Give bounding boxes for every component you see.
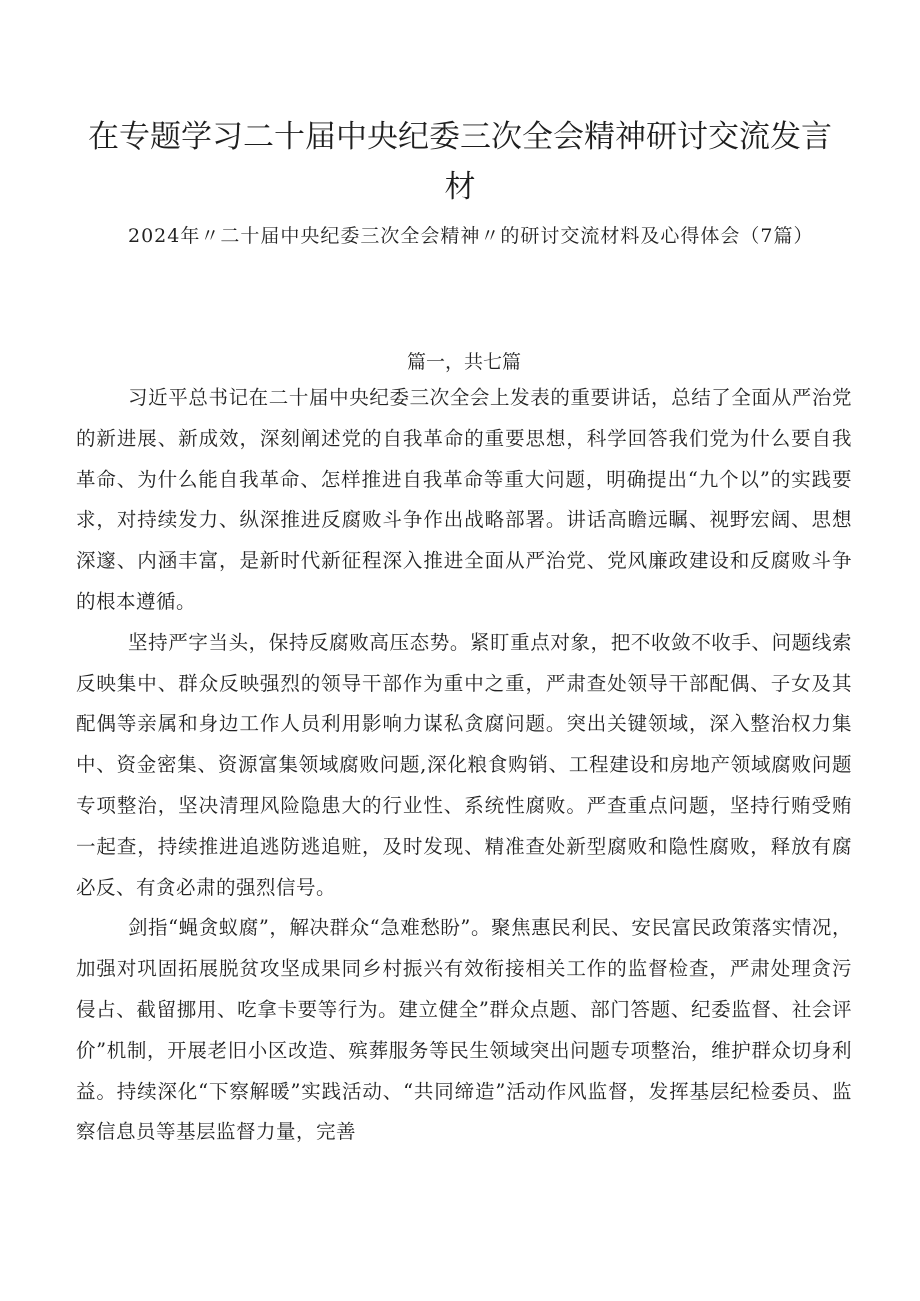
body-text bbox=[76, 378, 852, 1153]
paragraph-3: 剑指“蝇贪蚁腐”，解决群众“急难愁盼”。聚焦惠民利民、安民富民政策落实情况，加强对巩固拓展脱贫攻坚成果同乡村振兴有效衔接相关工作的监督检查，严肃处理贪污侵占、截留挪用、吃拿卡要等行为。建立健全”群众点题、部门答题、纪委监督、社会评价”机制，开展老旧小区改造、殡葬服务等民生领域突出问题专项整治，维护群众切身利益。持续深化“下察解暖”实践活动、“共同缔造”活动作风监督，发挥基层纪检委员、监察信息员等基层监督力量，完善 bbox=[76, 916, 852, 1144]
document-title: 在专题学习二十届中央纪委三次全会精神研讨交流发言材 bbox=[88, 119, 832, 205]
section-heading: 篇一，共七篇 bbox=[406, 351, 521, 373]
paragraph-2: 坚持严字当头，保持反腐败高压态势。紧盯重点对象，把不收敛不收手、问题线索反映集中、群众反映强烈的领导干部作为重中之重，严肃查处领导干部配偶、子女及其配偶等亲属和身边工作人员利用影响力谋私贪腐问题。突出关键领域，深入整治权力集中、资金密集、资源富集领域腐败问题,深化粮食购销、工程建设和房地产领域腐败问题专项整治，坚决清理风险隐患大的行业性、系统性腐败。严查重点问题，坚持行贿受贿一起查，持续推进追逃防逃追赃，及时发现、精准查处新型腐败和隐性腐败，释放有腐必反、有贪必肃的强烈信号。 bbox=[76, 630, 852, 899]
document-subtitle: 2024年〃二十届中央纪委三次全会精神〃的研讨交流材料及心得体会（7篇） bbox=[128, 225, 814, 247]
paragraph-1: 习近平总书记在二十届中央纪委三次全会上发表的重要讲话，总结了全面从严治党的新进展、新成效，深刻阐述党的自我革命的重要思想，科学回答我们党为什么要自我革命、为什么能自我革命、怎样推进自我革命等重大问题，明确提出“九个以”的实践要求，对持续发力、纵深推进反腐败斗争作出战略部署。讲话高瞻远瞩、视野宏阔、思想深邃、内涵丰富，是新时代新征程深入推进全面从严治党、党风廉政建设和反腐败斗争的根本遵循。 bbox=[76, 386, 852, 613]
